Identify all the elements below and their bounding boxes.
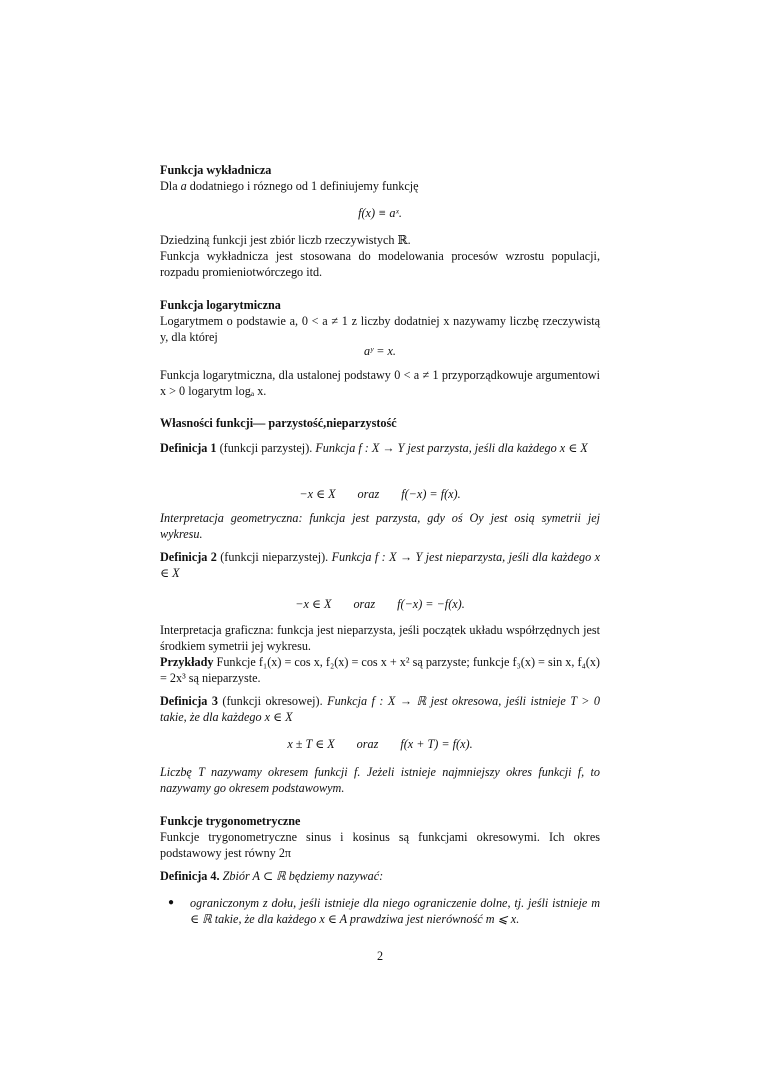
exponential-formula: f(x) ≡ aˣ.: [358, 206, 402, 220]
logarithm-formula: aʸ = x.: [364, 344, 396, 358]
def3-oraz: oraz: [356, 737, 379, 751]
section-title-exponential: Funkcja wykładnicza: [160, 163, 272, 177]
logarithm-definition: Logarytmem o podstawie a, 0 < a ≠ 1 z liczby dodatniej x nazywamy liczbę rzeczywistą y, dla której: [160, 314, 600, 345]
list-item: [160, 895, 600, 928]
def2-formula-b: f(−x) = −f(x).: [397, 597, 465, 611]
definition-2: [160, 549, 600, 582]
examples-text: Funkcje f₁(x) = cos x, f₂(x) = cos x + x² są parzyste; funkcje f₃(x) = sin x, f₄(x) = 2x³ są nieparzyste.: [160, 655, 600, 686]
def4-label: Definicja 4.: [160, 869, 220, 883]
def3-text: Funkcja f : X → ℝ jest okresowa, jeśli istnieje T > 0 takie, że dla każdego x ∈ X: [160, 694, 601, 725]
definition-1: [160, 440, 600, 456]
logarithm-assign: Funkcja logarytmiczna, dla ustalonej podstawy 0 < a ≠ 1 przyporządkowuje argumentowi x > 0 logarytm logₐ x.: [160, 368, 600, 399]
page-number: 2: [376, 949, 384, 963]
def3-name: (funkcji okresowej).: [217, 694, 323, 708]
def1-label: Definicja 1: [160, 441, 217, 455]
definition-4: [160, 868, 600, 884]
def1-text: Funkcja f : X → Y jest parzysta, jeśli dla każdego x ∈ X: [312, 441, 588, 455]
def1-formula-b: f(−x) = f(x).: [401, 487, 461, 501]
bullet-icon: ●: [168, 897, 175, 908]
def3-formula: [160, 736, 600, 752]
exponential-domain: Dziedziną funkcji jest zbiór liczb rzeczywistych ℝ.: [160, 233, 411, 247]
examples-label: Przykłady: [160, 655, 214, 669]
def4-text: Zbiór A ⊂ ℝ będziemy nazywać:: [219, 869, 384, 883]
def2-name: (funkcji nieparzystej).: [216, 550, 329, 564]
section-exponential: [160, 162, 600, 195]
def1-formula: [160, 486, 600, 502]
def2-interpretation: Interpretacja graficzna: funkcja jest nieparzysta, jeśli początek układu współrzędnych jest środkiem symetrii jej wykresu.: [160, 623, 600, 654]
intro-pre: Dla: [160, 179, 181, 194]
section-title-parity: Własności funkcji— parzystość,nieparzystość: [160, 416, 397, 430]
examples: [160, 654, 600, 687]
trig-text: Funkcje trygonometryczne sinus i kosinus są funkcjami okresowymi. Ich okres podstawowy jest równy 2π: [160, 830, 600, 861]
def1-interpretation: Interpretacja geometryczna: funkcja jest parzysta, gdy oś Oy jest osią symetrii jej wykresu.: [160, 511, 600, 542]
def2-formula: [160, 596, 600, 612]
def1-name: (funkcji parzystej).: [216, 441, 313, 455]
definition-3: [160, 693, 600, 726]
def1-formula-a: −x ∈ X: [299, 487, 336, 501]
def3-label: Definicja 3: [160, 694, 218, 708]
def3-formula-a: x ± T ∈ X: [287, 737, 335, 751]
exponential-intro: [160, 178, 600, 194]
section-title-logarithmic: Funkcja logarytmiczna: [160, 298, 281, 312]
intro-var: a: [180, 179, 187, 194]
def2-oraz: oraz: [353, 597, 376, 611]
def3-formula-b: f(x + T) = f(x).: [400, 737, 473, 751]
section-title-trigonometric: Funkcje trygonometryczne: [160, 814, 301, 828]
bullet-text: ograniczonym z dołu, jeśli istnieje dla niego ograniczenie dolne, tj. jeśli istnieje m ∈ ℝ takie, że dla każdego x ∈ A prawdziwa jest nierówność m ⩽ x.: [190, 896, 600, 927]
def2-label: Definicja 2: [160, 550, 217, 564]
exponential-usage: Funkcja wykładnicza jest stosowana do modelowania procesów wzrostu populacji, rozpadu promieniotwórczego itd.: [160, 249, 600, 280]
def1-oraz: oraz: [357, 487, 380, 501]
def3-after: Liczbę T nazywamy okresem funkcji f. Jeżeli istnieje najmniejszy okres funkcji f, to nazywamy go okresem podstawowym.: [160, 765, 600, 796]
def2-formula-a: −x ∈ X: [295, 597, 332, 611]
def2-text: Funkcja f : X → Y jest nieparzysta, jeśli dla każdego x ∈ X: [160, 550, 600, 581]
intro-post: dodatniego i róznego od 1 definiujemy funkcję: [186, 179, 419, 194]
